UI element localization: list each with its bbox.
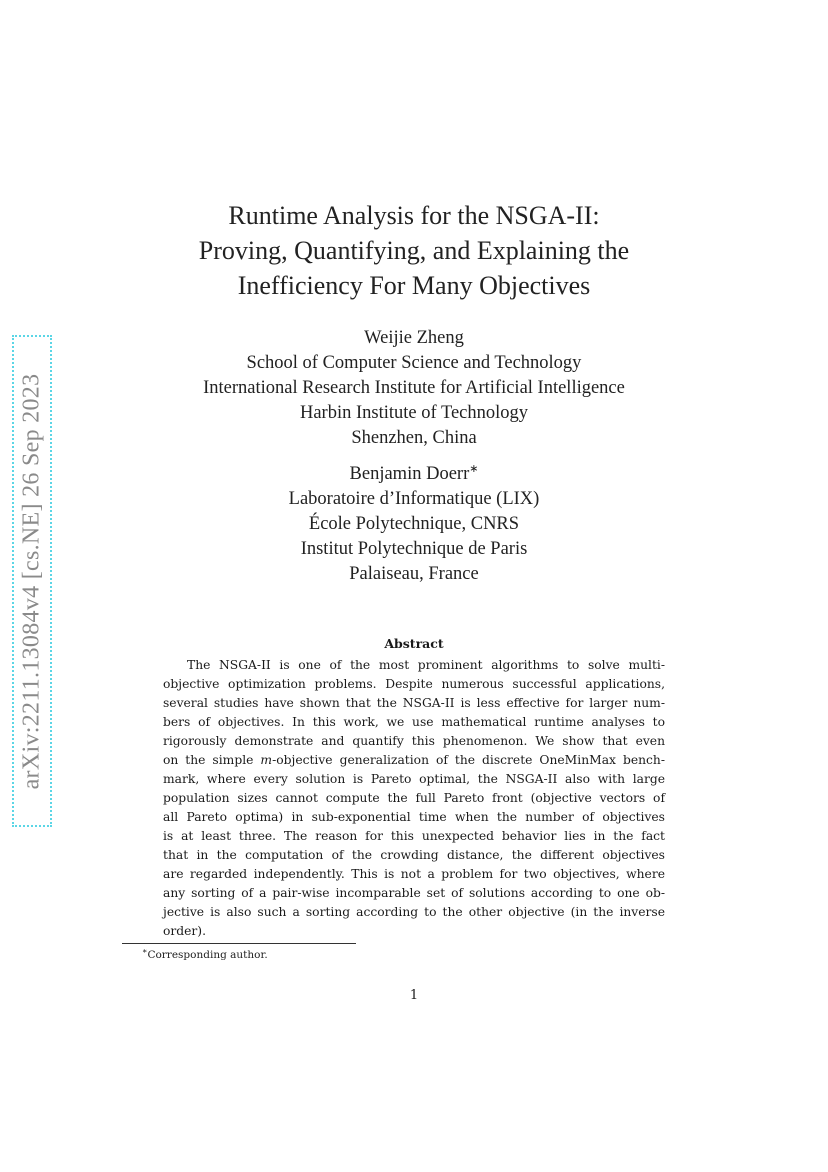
footnote-marker: ∗ bbox=[142, 946, 148, 956]
title-line: Inefficiency For Many Objectives bbox=[237, 271, 591, 300]
title-line: Proving, Quantifying, and Explaining the bbox=[198, 236, 630, 265]
abstract-line: all Pareto optima) in sub-exponential time when the number of objectives bbox=[163, 810, 665, 824]
abstract-line: that in the computation of the crowding distance, the different objectives bbox=[163, 848, 665, 862]
abstract-line: several studies have shown that the NSGA-II is less effective for larger num- bbox=[163, 696, 665, 710]
affiliation-line: École Polytechnique, CNRS bbox=[308, 514, 520, 534]
affiliation-line: Shenzhen, China bbox=[351, 428, 477, 448]
abstract-heading: Abstract bbox=[384, 636, 444, 651]
title-line: Runtime Analysis for the NSGA-II: bbox=[228, 201, 600, 230]
author-name: Weijie Zheng bbox=[364, 328, 464, 348]
author-block-doerr bbox=[120, 462, 708, 587]
affiliation-line: Laboratoire d’Informatique (LIX) bbox=[288, 489, 540, 509]
arxiv-identifier: arXiv:2211.13084v4 [cs.NE] 26 Sep 2023 bbox=[18, 373, 45, 789]
author-name: Benjamin Doerr bbox=[349, 464, 470, 484]
author-block-zheng bbox=[120, 326, 708, 451]
page-number: 1 bbox=[409, 988, 419, 1003]
footnote-text: Corresponding author. bbox=[147, 949, 268, 961]
abstract-line: bers of objectives. In this work, we use mathematical runtime analyses to bbox=[163, 715, 665, 729]
footnote bbox=[142, 946, 268, 961]
abstract-line: jective is also such a sorting according to the other objective (in the inverse bbox=[163, 905, 665, 919]
abstract-line: any sorting of a pair-wise incomparable set of solutions according to one ob- bbox=[163, 886, 665, 900]
abstract-line: rigorously demonstrate and quantify this phenomenon. We show that even bbox=[163, 734, 665, 748]
abstract-line: is at least three. The reason for this unexpected behavior lies in the fact bbox=[163, 829, 665, 843]
footnote-marker[interactable]: ∗ bbox=[469, 462, 479, 475]
abstract-line: order). bbox=[163, 924, 207, 938]
affiliation-line: Harbin Institute of Technology bbox=[299, 403, 529, 423]
affiliation-line: School of Computer Science and Technology bbox=[246, 353, 582, 373]
math-symbol-m: m bbox=[260, 753, 273, 767]
abstract-line: on the simple m-objective generalization of the discrete OneMinMax bench- bbox=[163, 753, 665, 767]
paper-title bbox=[120, 198, 708, 303]
abstract-body bbox=[163, 656, 665, 941]
abstract-line: The NSGA-II is one of the most prominent algorithms to solve multi- bbox=[187, 658, 665, 672]
affiliation-line: International Research Institute for Artificial Intelligence bbox=[203, 378, 625, 398]
abstract-line: objective optimization problems. Despite numerous successful applications, bbox=[163, 677, 665, 691]
abstract-line: population sizes cannot compute the full Pareto front (objective vectors of bbox=[163, 791, 665, 805]
abstract-line: are regarded independently. This is not a problem for two objectives, where bbox=[163, 867, 665, 881]
footnote-divider bbox=[122, 943, 356, 944]
abstract-line: mark, where every solution is Pareto optimal, the NSGA-II also with large bbox=[163, 772, 665, 786]
author-name-line bbox=[120, 462, 708, 487]
affiliation-line: Palaiseau, France bbox=[349, 564, 479, 584]
arxiv-stamp bbox=[12, 335, 52, 827]
affiliation-line: Institut Polytechnique de Paris bbox=[300, 539, 528, 559]
